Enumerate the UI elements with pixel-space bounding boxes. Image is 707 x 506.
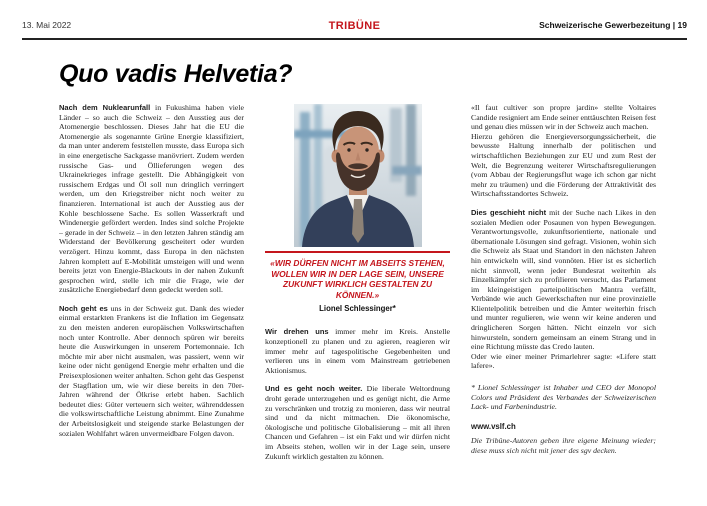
paragraph-lead: Dies geschieht nicht xyxy=(471,207,547,217)
paragraph-text: immer mehr im Kreis. Anstelle konzeptionell zu planen und zu agieren, reagieren wir immer mehr auf tagespolitische Gegebenheiten und verlieren uns in einem vom Mainstream getriebenen Aktionismus. xyxy=(265,327,450,375)
paragraph-lead: Noch geht es xyxy=(59,303,108,313)
header-date: 13. Mai 2022 xyxy=(22,20,72,30)
paragraph-text: Hierzu gehören die Energieversorgungssicherheit, die bewusste Haltung innerhalb der politischen und wirtschaftlichen Beziehungen zur EU und zum Rest der Welt, die Begrenzung weiterer Wirtschaftsregulierungen (vom Abbau der Regierungsflut wage ich schon gar nicht mehr zu träumen) und die Förderung der Attraktivität des Wirtschaftsstandortes Schweiz. xyxy=(471,131,656,199)
article-paragraph xyxy=(265,327,450,375)
portrait-illustration xyxy=(294,104,422,247)
portrait-photo xyxy=(294,104,422,247)
article-title: Quo vadis Helvetia? xyxy=(59,60,293,88)
article-paragraph xyxy=(265,384,450,461)
author-footnote: * Lionel Schlessinger ist Inhaber und CEO der Monopol Colors und Präsident des Verbandes der Schweizerischen Lack- und Farbenindustrie. xyxy=(471,383,656,412)
header-rule xyxy=(22,38,687,40)
article-paragraph xyxy=(471,103,656,199)
tribune-disclaimer: Die Tribüne-Autoren geben ihre eigene Meinung wieder; diese muss sich nicht mit jener des sgv decken. xyxy=(471,436,656,455)
paragraph-text: mit der Suche nach Likes in den sozialen Medien oder Posaunen von hypen Bewegungen. Verantwortungsvolle, zukunftsorientierte, nationale und übernationale Lösungen sind gefragt. Visionen, wohin sich die Schweiz als Staat und Standort in den nächsten Jahren hin entwickeln will, sind vonnöten. Hier ist es sicherlich nicht sinnvoll, wenn jeder Bundesrat weiterhin als Einzelkämpfer sich zu profilieren versucht, das Parlament im kleingeistigen parteipolitischen Mantra verfällt, Verbände wie auch Gewerkschaften nur eine provinzielle Klientelpolitik betreiben und die Ämter weiterhin frisch und munter regulieren, wie wenn wir keine anderen und dringlicheren Sorgen hätten. Nicht einzeln vor sich hinwursteln, sondern gemeinsam an einem Strang und in eine Richtung müsste das Credo lauten. xyxy=(471,207,656,352)
article-paragraph xyxy=(59,103,244,295)
page-header xyxy=(22,20,687,36)
pull-quote: «WIR DÜRFEN NICHT IM ABSEITS STEHEN, WOLLEN WIR IN DER LAGE SEIN, UNSERE ZUKUNFT WIRKLICH GESTALTEN ZU KÖNNEN.» xyxy=(270,258,445,300)
paragraph-text: Die liberale Weltordnung droht gerade unterzugehen und es genügt nicht, die Arme zu verschränken und trotzig zu monieren, dass wir neutral sind und da nicht mitmachen. Die ökonomische, ökologische und politische Globalisierung – mit all ihren Chancen und Gefahren – ist ein Fakt und wir dürfen nicht im Abseits stehen, wollen wir in der Lage sein, unsere Zukunft wirklich gestalten zu können. xyxy=(265,384,450,461)
website-url: www.vslf.ch xyxy=(471,421,516,431)
paragraph-lead: Nach dem Nuklearunfall xyxy=(59,103,151,112)
article-paragraph xyxy=(471,208,656,371)
paragraph-text: Oder wie einer meiner Primarlehrer sagte: «Lifere statt lafere». xyxy=(471,351,656,371)
quote-attribution: Lionel Schlessinger* xyxy=(319,304,396,314)
paragraph-lead: Wir drehen uns xyxy=(265,327,329,337)
paragraph-text: uns in der Schweiz gut. Dank des wieder einmal erstarkten Frankens ist die Inflation im Gegensatz zu den meisten anderen europäischen Volkswirtschaften noch unter Kontrolle. Aber dennoch spüren wir bereits heute die Auswirkungen in unserem Portemonnaie. Ich möchte mir aber nicht ausmalen, was passiert, wenn wir keine oder nicht genügend Energie mehr erhalten und die Preisexplosionen weiter anhalten. Schon geht das Gespenst der Stagflation um, wie wir diese bereits in den 70er-Jahren während der Ölkrise erlebt haben. Sachlich bedeutet dies: Güter verteuern sich weiter, währenddessen die volkswirtschaftliche Leistung abnimmt. Eine Zunahme der Arbeitslosigkeit und steigende starke Belastungen der sozialen Wohlfahrt wären unvermeidbare Folgen davon. xyxy=(59,303,245,438)
article-body xyxy=(59,103,656,503)
column-2 xyxy=(265,103,450,503)
header-section-title: TRIBÜNE xyxy=(328,20,381,32)
paragraph-text: in Fukushima haben viele Länder – so auch die Schweiz – den Ausstieg aus der Atomenergie beschlossen. Dieses Jahr hat die EU die Atomenergie als sogenannte Grüne Energie klassifiziert, da man unter anderem feststellen musste, dass Europa sich in eine energetische Sackgasse manövriert. Zudem werden russische Gas- und Öllieferungen wegen des Ukrainekrieges infrage gestellt. Die Abhängigkeit von russischem Erdgas und Öl soll nun dringlich verringert werden, um den Kriegstreiber nicht noch weiter zu finanzieren. International ist auch der Ausstieg aus der Kohle beschlossene Sache. Es sollen Wasserkraft und Windenergie gefördert werden. Indes sind solche Projekte – gerade in der Schweiz – in den letzten Jahren ständig am Widerstand der Bevölkerung gescheitert oder wurden verzögert. Hinzu kommt, dass Europa in den nächsten Jahren komplett auf E-Mobilität umsteigen will und wenn bereits jetzt von Energie-Blackouts in der nahen Zukunft gesprochen wird, stelle ich mir die Frage, wie der zusätzliche Energiebedarf denn gedeckt werden soll. xyxy=(59,103,244,295)
column-3 xyxy=(471,103,656,503)
column-1 xyxy=(59,103,244,503)
article-paragraph xyxy=(59,304,244,438)
paragraph-text: «Il faut cultiver son propre jardin» stellte Voltaires Candide resigniert am Ende seiner enttäuschten Reisen fest und genau dies müssen wir in der Schweiz auch machen. xyxy=(471,103,656,132)
quote-rule xyxy=(265,251,450,253)
paragraph-lead: Und es geht noch weiter. xyxy=(265,384,363,394)
header-publication: Schweizerische Gewerbezeitung | 19 xyxy=(539,20,687,30)
pull-quote-block xyxy=(265,251,450,313)
